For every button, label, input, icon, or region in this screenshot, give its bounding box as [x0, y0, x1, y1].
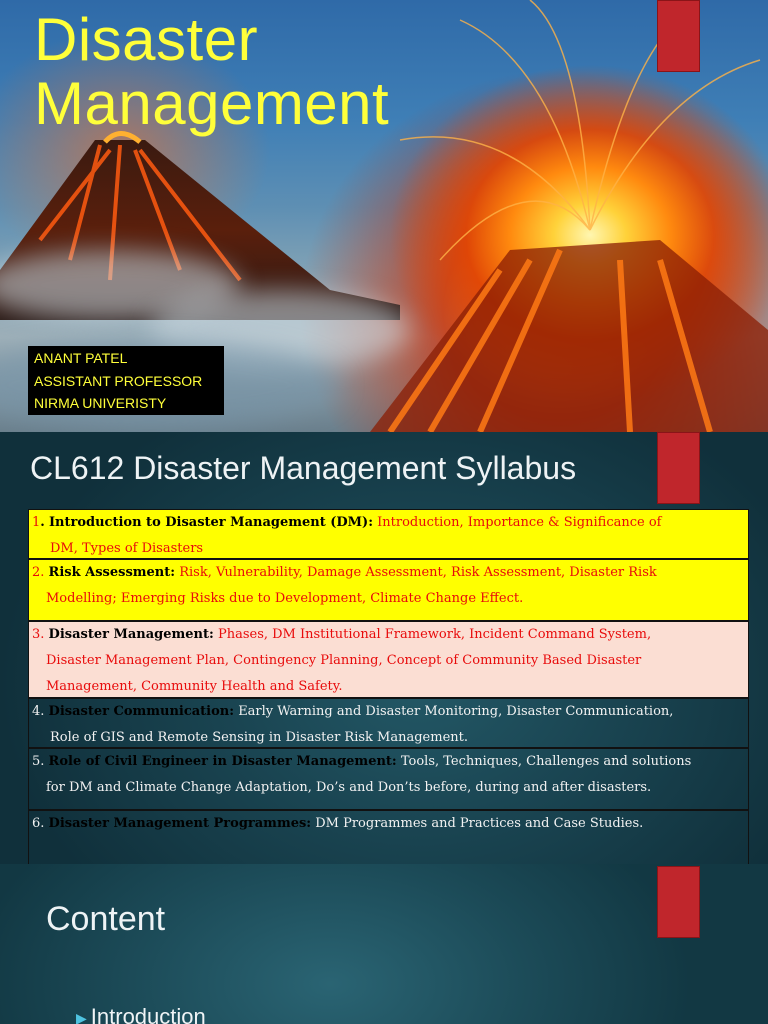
- syllabus-item: [28, 748, 749, 810]
- item-text: Phases, DM Institutional Framework, Incident Command System,: [217, 627, 652, 642]
- item-text: Role of GIS and Remote Sensing in Disaster Risk Management.: [50, 730, 468, 745]
- accent-bar: [657, 0, 700, 72]
- lava-eruption: [330, 0, 768, 432]
- item-text: Tools, Techniques, Challenges and solutions: [400, 754, 692, 769]
- bullet-arrow-icon: ▶: [76, 1009, 87, 1024]
- item-number: 1: [32, 515, 41, 530]
- syllabus-item: [28, 509, 749, 559]
- slide-title: Content: [46, 900, 166, 938]
- item-text: DM, Types of Disasters: [50, 541, 204, 556]
- author-name: ANANT PATEL: [34, 350, 128, 366]
- slide-title: [34, 8, 389, 136]
- item-text: Modelling; Emerging Risks due to Development, Climate Change Effect.: [46, 591, 524, 606]
- syllabus-item: [28, 559, 749, 621]
- item-number: 4.: [32, 704, 45, 719]
- item-number: 2.: [32, 565, 45, 580]
- item-text: Risk, Vulnerability, Damage Assessment, Risk Assessment, Disaster Risk: [179, 565, 657, 580]
- syllabus-item: [28, 621, 749, 698]
- title-line: Management: [34, 70, 390, 137]
- title-slide: [0, 0, 768, 432]
- item-text: Introduction, Importance & Significance of: [377, 515, 662, 530]
- item-heading: Introduction to Disaster Management (DM):: [48, 515, 374, 530]
- item-heading: Risk Assessment:: [48, 565, 176, 580]
- item-text: for DM and Climate Change Adaptation, Do’s and Don’ts before, during and after disasters.: [46, 780, 652, 795]
- item-number: 3.: [32, 627, 45, 642]
- accent-bar: [657, 866, 700, 938]
- item-heading: Disaster Management Programmes:: [48, 816, 312, 831]
- item-text: Management, Community Health and Safety.: [46, 679, 343, 694]
- item-number: 5.: [32, 754, 45, 769]
- author-position: ASSISTANT PROFESSOR: [34, 372, 203, 389]
- content-slide: [0, 864, 768, 1024]
- bullet-item: [76, 1004, 206, 1024]
- slide-title: CL612 Disaster Management Syllabus: [30, 450, 577, 486]
- syllabus-slide: [0, 432, 768, 864]
- bullet-text: Introduction: [90, 1004, 206, 1024]
- author-institution: NIRMA UNIVERISTY: [34, 395, 167, 411]
- item-text: DM Programmes and Practices and Case Studies.: [315, 816, 644, 831]
- item-number: 6.: [32, 816, 45, 831]
- accent-bar: [657, 432, 700, 504]
- item-heading: Role of Civil Engineer in Disaster Management:: [48, 754, 397, 769]
- syllabus-item: [28, 810, 749, 864]
- item-heading: Disaster Communication:: [48, 704, 235, 719]
- title-line: Disaster: [34, 6, 259, 73]
- author-box: [28, 346, 224, 415]
- item-text: Early Warning and Disaster Monitoring, Disaster Communication,: [238, 704, 674, 719]
- item-heading: Disaster Management:: [48, 627, 214, 642]
- syllabus-item: [28, 698, 749, 748]
- item-text: Disaster Management Plan, Contingency Planning, Concept of Community Based Disaster: [46, 653, 642, 668]
- item-separator: .: [40, 515, 45, 530]
